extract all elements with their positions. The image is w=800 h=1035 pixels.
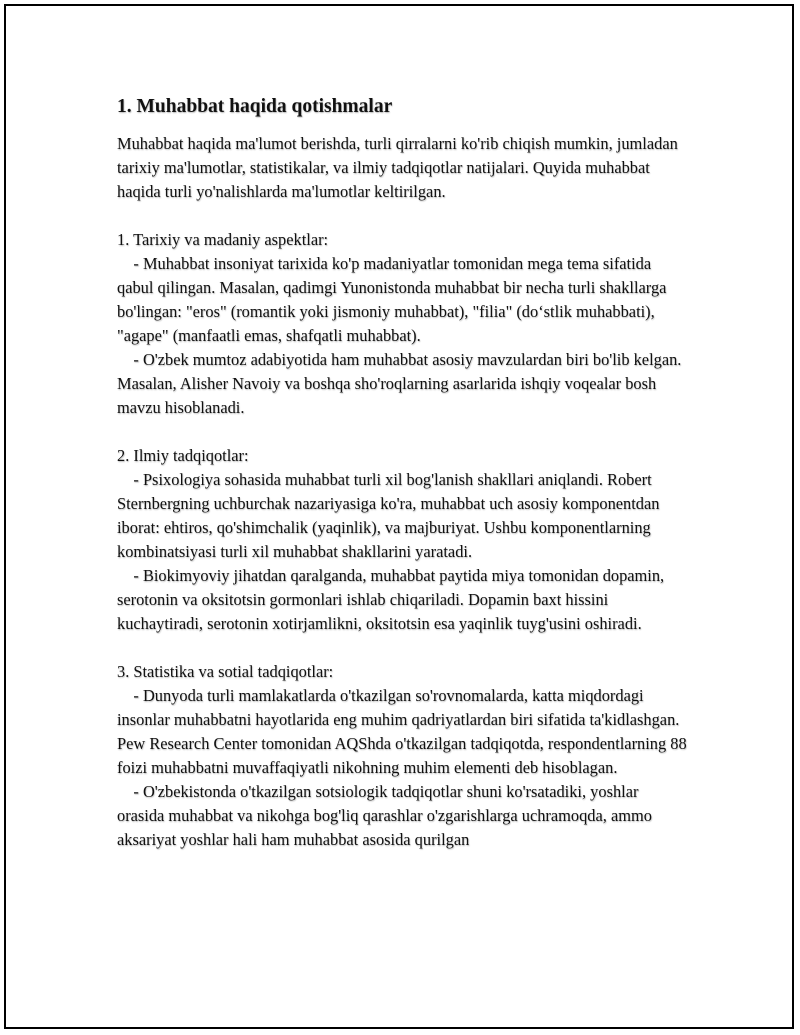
section-heading: 2. Ilmiy tadqiqotlar: [117, 446, 249, 465]
document-body [117, 94, 691, 852]
paragraph-gap [117, 204, 687, 228]
section-heading: 3. Statistika va sotial tadqiqotlar: [117, 662, 334, 681]
section-item: - Dunyoda turli mamlakatlarda o'tkazilgan so'rovnomalarda, katta miqdordagi insonlar muhabbatni hayotlarida eng muhim qadriyatlardan biri sifatida ta'kidlashgan. Pew Research Center tomonidan AQShda o'tkazilgan tadqiqotda, respondentlarning 88 foizi muhabbatni muvaffaqiyatli nikohning muhim elementi deb hisoblagan. [117, 686, 691, 777]
paragraph-gap [117, 420, 687, 444]
section-item: - Biokimyoviy jihatdan qaralganda, muhabbat paytida miya tomonidan dopamin, serotonin va oksitotsin gormonlari ishlab chiqariladi. Dopamin baxt hissini kuchaytiradi, serotonin xotirjamlikni, oksitotsin esa yaqinlik tuyg'usini oshiradi. [117, 566, 669, 633]
section-heading: 1. Tarixiy va madaniy aspektlar: [117, 230, 329, 249]
section-item: - O'zbek mumtoz adabiyotida ham muhabbat asosiy mavzulardan biri bo'lib kelgan. Masalan, Alisher Navoiy va boshqa sho'roqlarning asarlarida ishqiy voqealar bosh mavzu hisoblanadi. [117, 350, 686, 417]
section-item: - Psixologiya sohasida muhabbat turli xil bog'lanish shakllari aniqlandi. Robert Sternbergning uchburchak nazariyasiga ko'ra, muhabbat uch asosiy komponentdan iborat: ehtiros, qo'shimchalik (yaqinlik), va majburiyat. Ushbu komponentlarning kombinatsiyasi turli xil muhabbat shakllarini yaratadi. [117, 470, 664, 561]
section-item: - Muhabbat insoniyat tarixida ko'p madaniyatlar tomonidan mega tema sifatida qabul qilingan. Masalan, qadimgi Yunonistonda muhabbat bir necha turli shakllarga bo'lingan: "eros" (romantik yoki jismoniy muhabbat), "filia" (do‘stlik muhabbati), "agape" (manfaatli emas, shafqatli muhabbat). [117, 254, 671, 345]
section-item: - O'zbekistonda o'tkazilgan sotsiologik tadqiqotlar shuni ko'rsatadiki, yoshlar orasida muhabbat va nikohga bog'liq qarashlar o'zgarishlarga uchramoqda, ammo aksariyat yoshlar hali ham muhabbat asosida qurilgan [117, 782, 657, 849]
document-title: 1. Muhabbat haqida qotishmalar [117, 96, 393, 117]
paragraph-gap [117, 636, 687, 660]
intro-paragraph: Muhabbat haqida ma'lumot berishda, turli qirralarni ko'rib chiqish mumkin, jumladan tarixiy ma'lumotlar, statistikalar, va ilmiy tadqiqotlar natijalari. Quyida muhabbat haqida turli yo'nalishlarda ma'lumotlar keltirilgan. [117, 134, 678, 201]
